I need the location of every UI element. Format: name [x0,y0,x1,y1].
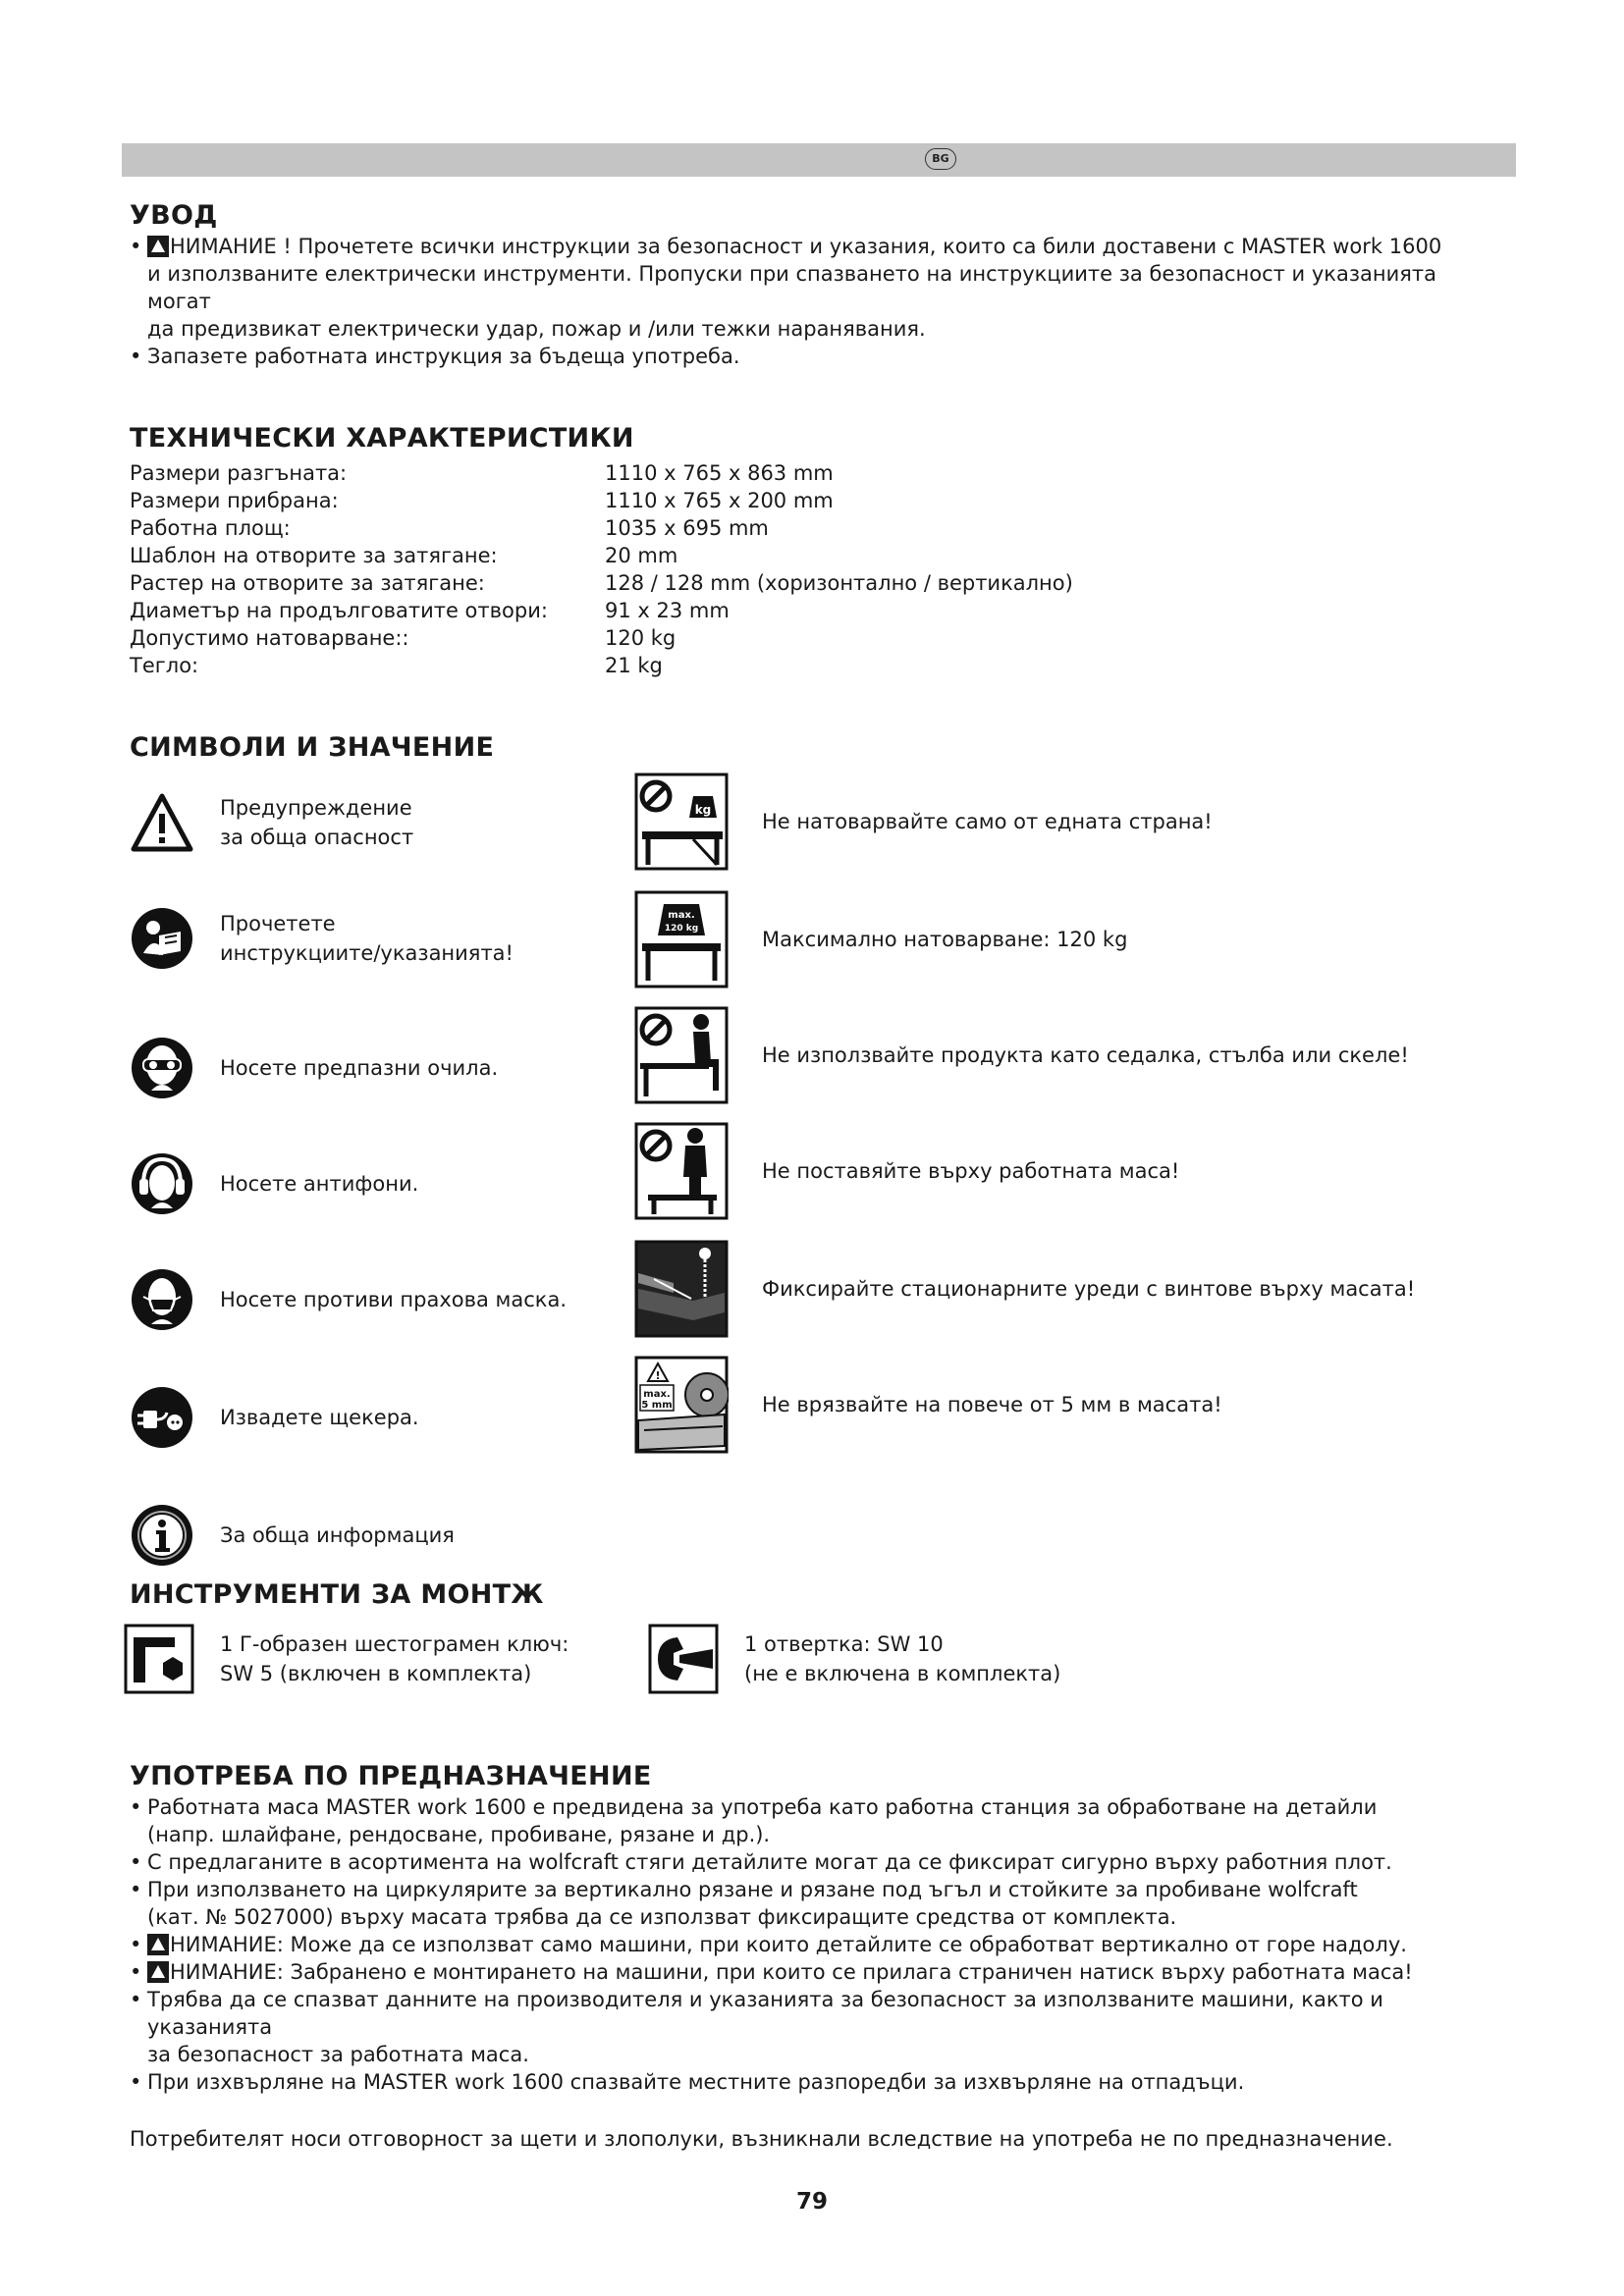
screw-fix-icon [634,1240,729,1338]
info-icon [130,1503,194,1568]
language-badge: BG [925,148,956,170]
spec-row: Работна площ: 1035 x 695 mm [130,516,769,540]
max-load-icon [634,890,729,988]
symbol-no-one-side-load: kg Не натоварвайте само от едната страна! [634,773,1213,871]
intro-heading: УВОД [130,200,218,231]
intro-warning-bullet: • НИМАНИЕ ! Прочетете всички инструкции за безопасност и указания, които са били доставени с MASTER work 1600 и използваните електрически инструменти. Пропуски при спазването на инструкциите за безопасност и указанията могат да предизвикат електрически удар, пожар и /или тежки наранявания. [130,233,1504,343]
header-bar [122,143,1516,177]
symbol-read-manual: Прочетете инструкциите/указанията! [130,906,514,971]
usage-bullet: • Трябва да се спазват данните на производителя и указанията за безопасност за използваните машини, както и указанията за безопасност за работната маса. [130,1986,1504,2068]
svg-text:max.: max. [668,910,695,921]
symbol-ear-protection: Носете антифони. [130,1151,418,1216]
svg-text:kg: kg [694,803,712,817]
svg-text:120 kg: 120 kg [664,924,699,934]
ear-protection-icon [130,1151,194,1216]
warning-triangle-icon [130,790,194,855]
symbol-no-standing: Не поставяйте върху работната маса! [634,1122,1179,1220]
hex-key-icon [124,1624,194,1694]
specs-table [130,459,1504,679]
svg-text:max.: max. [643,1389,671,1400]
intro-bullets [130,233,1504,370]
symbol-screw-fix: Фиксирайте стационарните уреди с винтове върху масата! [634,1240,1415,1338]
page-number: 79 [795,2189,828,2215]
tool-wrench: 1 отвертка: SW 10 (не е включена в комплекта) [648,1624,1060,1694]
symbol-general-danger: Предупреждение за обща опасност [130,790,413,855]
spec-row: Размери прибрана: 1110 x 765 x 200 mm [130,489,834,512]
no-one-side-load-icon [634,773,729,871]
usage-warning-bullet: • НИМАНИЕ: Може да се използват само машини, при които детайлите се обработват вертикално от горе надолу. [130,1931,1504,1958]
tools-list [130,1624,1504,1722]
spec-row: Допустимо натоварване:: 120 kg [130,626,677,650]
spec-row: Тегло: 21 kg [130,654,663,677]
symbol-unplug: Извадете щекера. [130,1385,419,1450]
wrench-icon [648,1624,719,1694]
usage-bullet: • С предлаганите в асортимента на wolfcraft стяги детайлите могат да се фиксират сигурно върху работния плот. [130,1848,1504,1876]
dust-mask-icon [130,1267,194,1332]
symbol-no-sitting: Не използвайте продукта като седалка, стълба или скеле! [634,1006,1409,1104]
usage-bullets [130,1793,1504,2096]
symbol-max-cut-depth: ! max. 5 mm Не врязвайте на повече от 5 мм в масата! [634,1356,1222,1454]
usage-bullet: • При изхвърляне на MASTER work 1600 спазвайте местните разпоредби за изхвърляне на отпадъци. [130,2068,1504,2096]
svg-text:5 mm: 5 mm [641,1400,673,1411]
safety-goggles-icon [130,1036,194,1100]
unplug-icon [130,1385,194,1450]
intro-save-bullet: • Запазете работната инструкция за бъдеща употреба. [130,343,1504,370]
svg-text:!: ! [655,1369,661,1382]
spec-row: Диаметър на продълговатите отвори: 91 x 23 mm [130,599,730,622]
specs-heading: ТЕХНИЧЕСКИ ХАРАКТЕРИСТИКИ [130,423,634,454]
read-manual-icon [130,906,194,971]
symbols-grid [130,773,1504,1577]
spec-row: Шаблон на отворите за затягане: 20 mm [130,544,678,567]
usage-warning-bullet: • НИМАНИЕ: Забранено е монтирането на машини, при които се прилага страничен натиск върху работната маса! [130,1958,1504,1986]
spec-row: Размери разгъната: 1110 x 765 x 863 mm [130,461,834,485]
max-cut-depth-icon [634,1356,729,1454]
warning-icon [147,1934,169,1955]
symbol-general-info: За обща информация [130,1503,455,1568]
page-content [130,196,1504,2153]
symbol-goggles: Носете предпазни очила. [130,1036,498,1100]
liability-note: Потребителят носи отговорност за щети и злополуки, възникнали вследствие на употреба не по предназначение. [130,2127,1393,2151]
tools-heading: ИНСТРУМЕНТИ ЗА МОНТЖ [130,1579,544,1610]
no-sitting-icon [634,1006,729,1104]
symbol-dust-mask: Носете противи прахова маска. [130,1267,567,1332]
warning-icon [147,1961,169,1983]
usage-bullet: • При използването на циркулярите за вертикално рязане и рязане под ъгъл и стойките за пробиване wolfcraft (кат. № 5027000) върху масата трябва да се използват фиксиращите средства от комплекта. [130,1876,1504,1931]
symbol-max-load: max. 120 kg Максимално натоварване: 120 kg [634,890,1127,988]
spec-row: Растер на отворите за затягане: 128 / 128 mm (хоризонтално / вертикално) [130,571,1073,595]
no-standing-icon [634,1122,729,1220]
tool-hex-key: 1 Г-образен шестограмен ключ: SW 5 (включен в комплекта) [124,1624,568,1694]
warning-icon [147,236,169,257]
usage-bullet: • Работната маса MASTER work 1600 е предвидена за употреба като работна станция за обработване на детайли (напр. шлайфане, рендосване, пробиване, рязане и др.). [130,1793,1504,1848]
usage-heading: УПОТРЕБА ПО ПРЕДНАЗНАЧЕНИЕ [130,1761,652,1791]
symbols-heading: СИМВОЛИ И ЗНАЧЕНИЕ [130,732,495,763]
